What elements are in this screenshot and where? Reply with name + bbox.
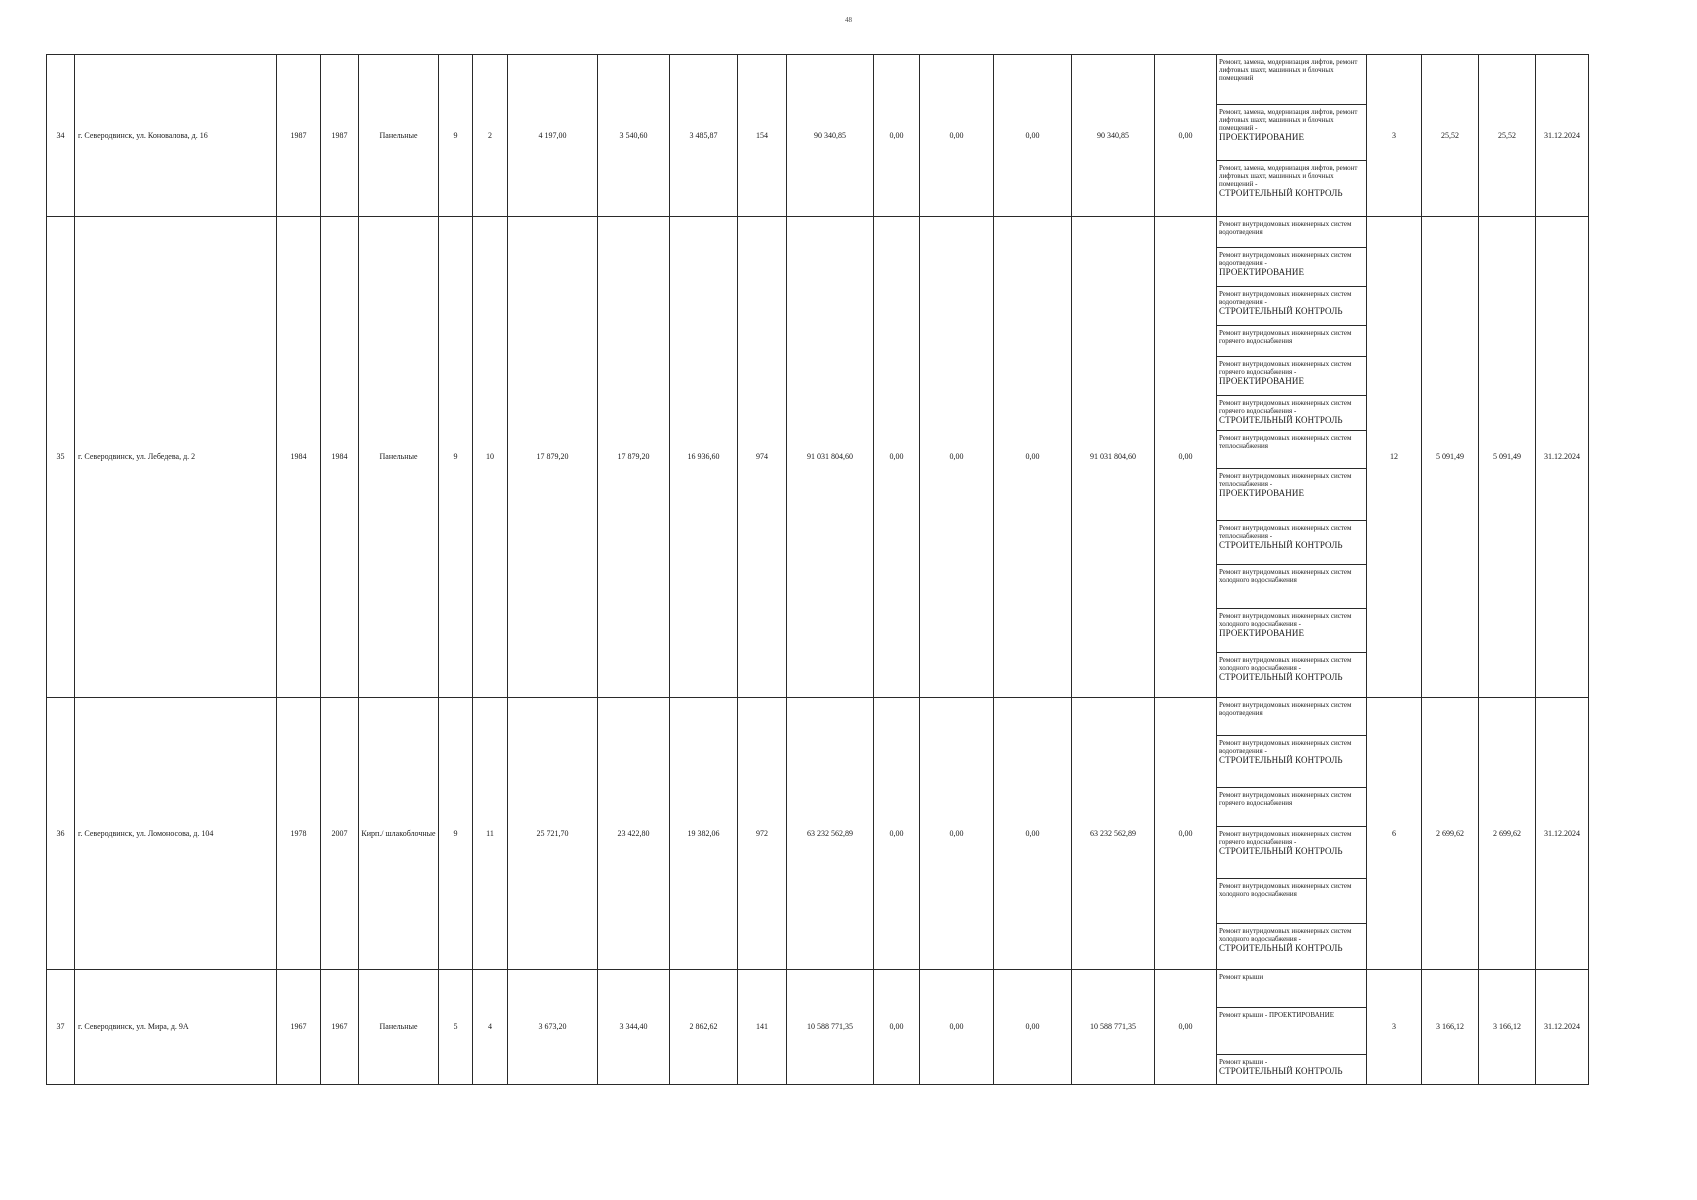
work-type-text: Ремонт внутридомовых инженерных систем холодного водоснабжения - (1219, 656, 1352, 672)
area-rooms: 3 344,40 (598, 970, 670, 1085)
work-type-text: Ремонт внутридомовых инженерных систем водоотведения - (1219, 251, 1352, 267)
area-rooms: 3 540,60 (598, 55, 670, 217)
year-built: 1967 (277, 970, 321, 1085)
work-type-stage: СТРОИТЕЛЬНЫЙ КОНТРОЛЬ (1219, 1066, 1343, 1076)
work-type-cell (1217, 565, 1367, 609)
work-type-text: Ремонт внутридомовых инженерных систем холодного водоснабжения (1219, 882, 1352, 898)
work-type-stage: СТРОИТЕЛЬНЫЙ КОНТРОЛЬ (1219, 306, 1343, 316)
residents: 972 (738, 698, 787, 970)
cost-fund: 0,00 (874, 698, 920, 970)
cost-other: 0,00 (1155, 217, 1217, 698)
work-type-text: Ремонт внутридомовых инженерных систем холодного водоснабжения (1219, 568, 1352, 584)
address: г. Северодвинск, ул. Лебедева, д. 2 (75, 217, 277, 698)
row-number: 34 (47, 55, 75, 217)
unit-cost: 2 699,62 (1422, 698, 1479, 970)
cost-region: 0,00 (920, 698, 994, 970)
area-residential: 3 485,87 (670, 55, 738, 217)
residents: 141 (738, 970, 787, 1085)
wall-material: Панельные (359, 217, 439, 698)
max-unit-cost: 5 091,49 (1479, 217, 1536, 698)
work-type-cell (1217, 248, 1367, 287)
table-row (47, 698, 1589, 736)
cost-total: 91 031 804,60 (787, 217, 874, 698)
work-type-text: Ремонт внутридомовых инженерных систем холодного водоснабжения - (1219, 612, 1352, 628)
row-number: 35 (47, 217, 75, 698)
cost-local: 0,00 (994, 970, 1072, 1085)
year-built: 1978 (277, 698, 321, 970)
work-type-stage: ПРОЕКТИРОВАНИЕ (1219, 488, 1305, 498)
work-type-text: Ремонт внутридомовых инженерных систем холодного водоснабжения - (1219, 927, 1352, 943)
total-area: 17 879,20 (508, 217, 598, 698)
work-type-cell (1217, 469, 1367, 521)
max-unit-cost: 3 166,12 (1479, 970, 1536, 1085)
work-type-text: Ремонт крыши - ПРОЕКТИРОВАНИЕ (1219, 1011, 1335, 1019)
work-type-text: Ремонт внутридомовых инженерных систем теплоснабжения - (1219, 472, 1352, 488)
cost-local: 0,00 (994, 698, 1072, 970)
deadline: 31.12.2024 (1536, 55, 1589, 217)
capital-repair-table (46, 54, 1589, 1085)
cost-region: 0,00 (920, 55, 994, 217)
work-type-cell (1217, 357, 1367, 396)
table-row (47, 55, 1589, 105)
deadline: 31.12.2024 (1536, 698, 1589, 970)
cost-region: 0,00 (920, 217, 994, 698)
wall-material: Панельные (359, 970, 439, 1085)
cost-total: 90 340,85 (787, 55, 874, 217)
area-residential: 19 382,06 (670, 698, 738, 970)
work-type-cell (1217, 827, 1367, 879)
work-type-cell (1217, 879, 1367, 924)
address: г. Северодвинск, ул. Ломоносова, д. 104 (75, 698, 277, 970)
unit-cost: 5 091,49 (1422, 217, 1479, 698)
works-count: 12 (1367, 217, 1422, 698)
cost-region: 0,00 (920, 970, 994, 1085)
work-type-cell (1217, 609, 1367, 653)
works-count: 3 (1367, 970, 1422, 1085)
work-type-text: Ремонт, замена, модернизация лифтов, ремонт лифтовых шахт, машинных и блочных помещений - (1219, 108, 1358, 132)
floors: 9 (439, 217, 473, 698)
work-type-text: Ремонт крыши (1219, 973, 1264, 981)
area-rooms: 23 422,80 (598, 698, 670, 970)
cost-owners: 63 232 562,89 (1072, 698, 1155, 970)
work-type-cell (1217, 1055, 1367, 1085)
entrances: 4 (473, 970, 508, 1085)
work-type-stage: ПРОЕКТИРОВАНИЕ (1219, 267, 1305, 277)
work-type-stage: ПРОЕКТИРОВАНИЕ (1219, 628, 1305, 638)
work-type-text: Ремонт внутридомовых инженерных систем теплоснабжения (1219, 434, 1352, 450)
work-type-stage: ПРОЕКТИРОВАНИЕ (1219, 132, 1305, 142)
work-type-cell (1217, 287, 1367, 326)
work-type-stage: СТРОИТЕЛЬНЫЙ КОНТРОЛЬ (1219, 943, 1343, 953)
residents: 154 (738, 55, 787, 217)
unit-cost: 25,52 (1422, 55, 1479, 217)
floors: 9 (439, 55, 473, 217)
work-type-stage: СТРОИТЕЛЬНЫЙ КОНТРОЛЬ (1219, 540, 1343, 550)
page-number: 48 (845, 16, 852, 24)
table-row (47, 970, 1589, 1008)
work-type-stage: СТРОИТЕЛЬНЫЙ КОНТРОЛЬ (1219, 672, 1343, 682)
entrances: 10 (473, 217, 508, 698)
max-unit-cost: 25,52 (1479, 55, 1536, 217)
work-type-stage: СТРОИТЕЛЬНЫЙ КОНТРОЛЬ (1219, 188, 1343, 198)
work-type-text: Ремонт, замена, модернизация лифтов, ремонт лифтовых шахт, машинных и блочных помещений (1219, 58, 1358, 82)
work-type-text: Ремонт внутридомовых инженерных систем водоотведения - (1219, 739, 1352, 755)
work-type-stage: ПРОЕКТИРОВАНИЕ (1219, 376, 1305, 386)
year-reconstruction: 1967 (321, 970, 359, 1085)
address: г. Северодвинск, ул. Коновалова, д. 16 (75, 55, 277, 217)
work-type-cell (1217, 326, 1367, 357)
work-type-text: Ремонт внутридомовых инженерных систем водоотведения - (1219, 290, 1352, 306)
total-area: 3 673,20 (508, 970, 598, 1085)
entrances: 11 (473, 698, 508, 970)
work-type-cell (1217, 396, 1367, 431)
work-type-text: Ремонт внутридомовых инженерных систем теплоснабжения - (1219, 524, 1352, 540)
floors: 9 (439, 698, 473, 970)
floors: 5 (439, 970, 473, 1085)
work-type-cell (1217, 970, 1367, 1008)
max-unit-cost: 2 699,62 (1479, 698, 1536, 970)
total-area: 25 721,70 (508, 698, 598, 970)
year-built: 1984 (277, 217, 321, 698)
cost-total: 63 232 562,89 (787, 698, 874, 970)
work-type-cell (1217, 788, 1367, 827)
cost-fund: 0,00 (874, 970, 920, 1085)
works-count: 3 (1367, 55, 1422, 217)
work-type-text: Ремонт внутридомовых инженерных систем водоотведения (1219, 701, 1352, 717)
area-residential: 2 862,62 (670, 970, 738, 1085)
work-type-text: Ремонт внутридомовых инженерных систем горячего водоснабжения (1219, 329, 1352, 345)
work-type-text: Ремонт, замена, модернизация лифтов, ремонт лифтовых шахт, машинных и блочных помещений - (1219, 164, 1358, 188)
work-type-cell (1217, 431, 1367, 469)
cost-other: 0,00 (1155, 55, 1217, 217)
row-number: 36 (47, 698, 75, 970)
works-count: 6 (1367, 698, 1422, 970)
row-number: 37 (47, 970, 75, 1085)
work-type-cell (1217, 161, 1367, 217)
work-type-text: Ремонт внутридомовых инженерных систем горячего водоснабжения - (1219, 399, 1352, 415)
residents: 974 (738, 217, 787, 698)
unit-cost: 3 166,12 (1422, 970, 1479, 1085)
address: г. Северодвинск, ул. Мира, д. 9А (75, 970, 277, 1085)
work-type-cell (1217, 105, 1367, 161)
work-type-text: Ремонт внутридомовых инженерных систем горячего водоснабжения - (1219, 830, 1352, 846)
work-type-stage: СТРОИТЕЛЬНЫЙ КОНТРОЛЬ (1219, 415, 1343, 425)
work-type-cell (1217, 55, 1367, 105)
work-type-cell (1217, 924, 1367, 970)
work-type-text: Ремонт внутридомовых инженерных систем горячего водоснабжения - (1219, 360, 1352, 376)
cost-total: 10 588 771,35 (787, 970, 874, 1085)
cost-owners: 10 588 771,35 (1072, 970, 1155, 1085)
deadline: 31.12.2024 (1536, 217, 1589, 698)
year-reconstruction: 2007 (321, 698, 359, 970)
work-type-stage: СТРОИТЕЛЬНЫЙ КОНТРОЛЬ (1219, 846, 1343, 856)
year-built: 1987 (277, 55, 321, 217)
cost-fund: 0,00 (874, 217, 920, 698)
work-type-text: Ремонт внутридомовых инженерных систем горячего водоснабжения (1219, 791, 1352, 807)
cost-owners: 91 031 804,60 (1072, 217, 1155, 698)
wall-material: Кирп./ шлакоблочные (359, 698, 439, 970)
work-type-stage: СТРОИТЕЛЬНЫЙ КОНТРОЛЬ (1219, 755, 1343, 765)
area-residential: 16 936,60 (670, 217, 738, 698)
deadline: 31.12.2024 (1536, 970, 1589, 1085)
year-reconstruction: 1984 (321, 217, 359, 698)
work-type-text: Ремонт внутридомовых инженерных систем водоотведения (1219, 220, 1352, 236)
cost-other: 0,00 (1155, 698, 1217, 970)
table-row (47, 217, 1589, 248)
work-type-cell (1217, 1008, 1367, 1055)
work-type-cell (1217, 521, 1367, 565)
work-type-cell (1217, 736, 1367, 788)
work-type-cell (1217, 698, 1367, 736)
entrances: 2 (473, 55, 508, 217)
cost-other: 0,00 (1155, 970, 1217, 1085)
total-area: 4 197,00 (508, 55, 598, 217)
wall-material: Панельные (359, 55, 439, 217)
work-type-cell (1217, 217, 1367, 248)
year-reconstruction: 1987 (321, 55, 359, 217)
cost-local: 0,00 (994, 217, 1072, 698)
work-type-text: Ремонт крыши - (1219, 1058, 1268, 1066)
cost-fund: 0,00 (874, 55, 920, 217)
work-type-cell (1217, 653, 1367, 698)
cost-local: 0,00 (994, 55, 1072, 217)
cost-owners: 90 340,85 (1072, 55, 1155, 217)
area-rooms: 17 879,20 (598, 217, 670, 698)
